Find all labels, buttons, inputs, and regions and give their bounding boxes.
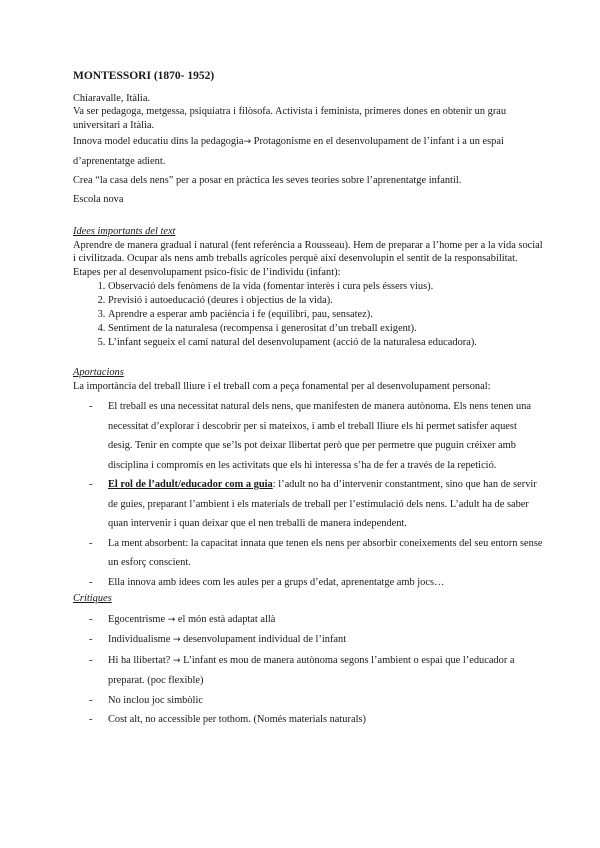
list-item: 4. Sentiment de la naturalesa (recompensa i generositat d’un treball exigent). (108, 322, 543, 336)
arrow-icon: → (172, 655, 181, 666)
contributions-intro: La importància del treball lliure i el treball com a peça fonamental per al desenvolupament personal: (73, 380, 491, 392)
list-item: - Ella innova amb idees com les aules per a grups d’edat, aprenentatge amb jocs… (73, 573, 543, 593)
list-item: - El rol de l’adult/educador com a guia: l’adult no ha d’intervenir constantment, sino que han de servir de guies, preparant l’ambient i els materials de treball per l’estimulació dels nens. L’adult ha de saber quan intervenir i quan deixar que el nen treballi de manera independent. (73, 475, 543, 534)
list-item: - La ment absorbent: la capacitat innata que tenen els nens per absorbir coneixements del seu entorn sense un esforç conscient. (73, 534, 543, 573)
list-item: - El treball es una necessitat natural dels nens, que manifesten de manera autònoma. Els nens tenen una necessitat d’explorar i descobrir per si mateixos, i amb el treball lliure els hi permet satisfer aquest desig. Tenir en compte que se’ls pot deixar llibertat però que per permetre que puguin créixer amb disciplina i compromís en les activitats que els hi interessa s’ha de fer a través de la repetició. (73, 397, 543, 475)
contributions-list (73, 397, 543, 592)
list-item: - Cost alt, no accessible per tothom. (Només materials naturals) (73, 710, 543, 730)
intro-bio: Va ser pedagoga, metgessa, psiquiatra i filòsofa. Activista i feminista, primeres dones en obtenir un grau universitari a Itàlia. (73, 106, 507, 131)
list-item: 5. L’infant segueix el camí natural del desenvolupament (acció de la naturalesa educadora). (108, 336, 543, 350)
critiques-heading: Crítiques (73, 593, 112, 604)
arrow-icon: → (167, 614, 176, 625)
page-title: MONTESSORI (1870- 1952) (73, 70, 215, 82)
intro-innova: Innova model educatiu dins la pedagogia→ Protagonisme en el desenvolupament de l’infant i a un espai d’aprenentatge adient. (73, 136, 504, 167)
ideas-heading: Idees importants del text (73, 226, 176, 237)
stages-intro: Etapes per al desenvolupament psico-físic de l’individu (infant): (73, 266, 341, 278)
intro-escola: Escola nova (73, 194, 124, 205)
document-page (73, 70, 543, 730)
list-item: 1. Observació dels fenòmens de la vida (fomentar interès i cura pels éssers vius). (108, 280, 543, 294)
stages-list (73, 280, 543, 350)
list-item: 3. Aprendre a esperar amb paciència i fe (equilibri, pau, sensatez). (108, 308, 543, 322)
arrow-icon: → (172, 635, 181, 645)
intro-place: Chiaravalle, Itàlia. (73, 92, 151, 104)
list-item: 2. Previsió i autoeducació (deures i objectius de la vida). (108, 294, 543, 308)
list-item: - Individualisme → desenvolupament individual de l’infant (73, 630, 543, 651)
list-item: - No inclou joc simbòlic (73, 691, 543, 711)
critiques-list (73, 610, 543, 730)
contributions-heading: Aportacions (73, 367, 124, 378)
list-item: - Hi ha llibertat? → L’infant es mou de manera autònoma segons l’ambient o espai que l’educador a preparat. (poc flexible) (73, 651, 543, 691)
ideas-text: Aprendre de manera gradual i natural (fent referència a Rousseau). Hem de preparar a l’home per a la vida social i civilitzada. Ocupar als nens amb treballs agrícoles perquè així desenvolupin el sentit de la responsabilitat. (73, 239, 543, 264)
list-item: - Egocentrisme → el món està adaptat allà (73, 610, 543, 631)
intro-crea: Crea “la casa dels nens” per a posar en pràctica les seves teories sobre l’aprenentatge infantil. (73, 175, 462, 186)
arrow-icon: → (243, 137, 252, 147)
emphasis-text: El rol de l’adult/educador com a guia (108, 479, 273, 490)
